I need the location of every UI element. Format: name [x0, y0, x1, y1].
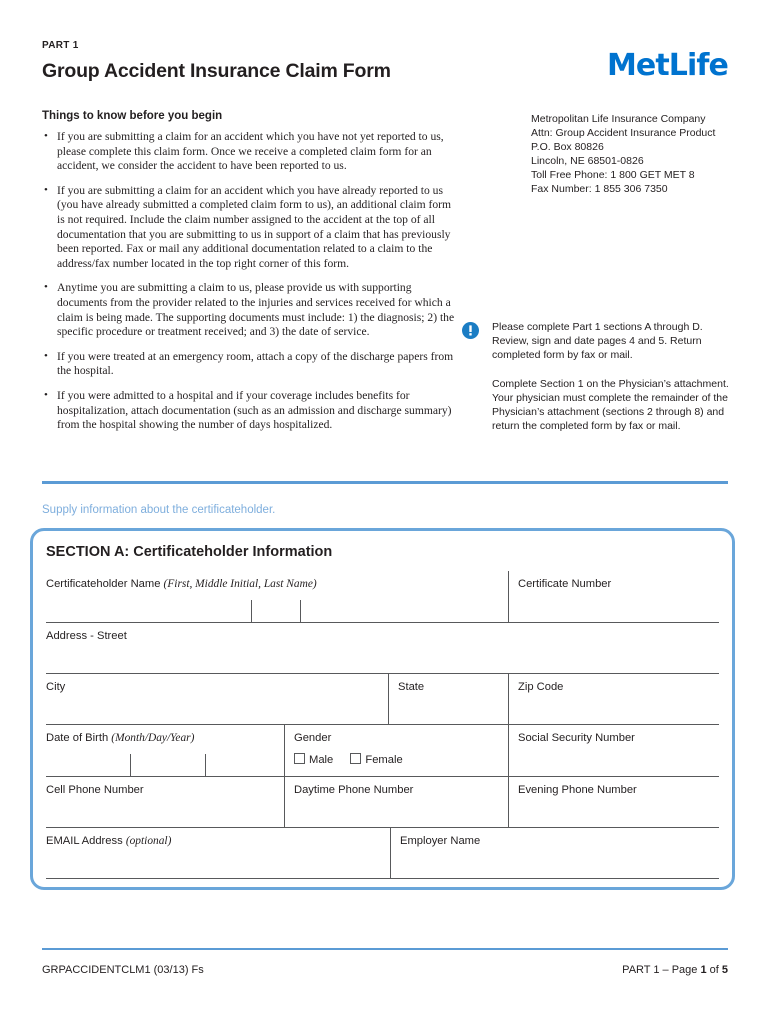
callout-text — [492, 320, 734, 433]
form-id-label: GRPACCIDENTCLM1 (03/13) Fs — [42, 964, 204, 976]
state-zip-divider — [508, 674, 509, 724]
date-of-birth-label: Date of Birth (Month/Day/Year) — [46, 732, 195, 744]
gender-label: Gender — [294, 732, 332, 744]
address-line: Toll Free Phone: 1 800 GET MET 8 — [531, 169, 695, 182]
certificateholder-name-label: Certificateholder Name (First, Middle Initial, Last Name) — [46, 578, 317, 590]
city-label: City — [46, 681, 66, 693]
gender-field[interactable] — [294, 725, 508, 776]
address-line: Attn: Group Accident Insurance Product — [531, 127, 716, 140]
name-divider-middle — [300, 600, 301, 622]
gender-ssn-divider — [508, 725, 509, 776]
cell-phone-number-field[interactable] — [46, 777, 284, 827]
callout-paragraph: Complete Section 1 on the Physician’s attachment. Your physician must complete the remainder of the Physician’s attachment (sections 2 through 8) and return the completed form by fax or mail. — [492, 377, 729, 433]
divider-bottom — [42, 948, 728, 950]
daytime-evening-divider — [508, 777, 509, 827]
form-row-phones — [46, 777, 719, 828]
section-a-box — [30, 528, 735, 890]
dob-divider-month — [130, 754, 131, 776]
name-divider-first — [251, 600, 252, 622]
list-item: • If you were treated at an emergency room, attach a copy of the discharge papers from the hospital. — [42, 350, 457, 379]
form-row-email-employer — [46, 828, 719, 879]
certificate-number-label: Certificate Number — [518, 578, 612, 590]
certificate-number-field[interactable] — [518, 571, 719, 622]
callout-paragraph: Please complete Part 1 sections A through D. Review, sign and date pages 4 and 5. Return completed form by fax or mail. — [492, 321, 703, 362]
supply-note: Supply information about the certificateholder. — [42, 504, 276, 516]
list-item: • If you are submitting a claim for an accident which you have not yet reported to us, please complete this claim form. Once we receive a completed claim form for an accident, we consider the accident to have been reported to us. — [42, 130, 457, 174]
checkbox-icon[interactable] — [350, 753, 361, 764]
state-label: State — [398, 681, 425, 693]
evening-phone-number-label: Evening Phone Number — [518, 784, 637, 796]
email-address-field[interactable] — [46, 828, 390, 878]
address-line: Fax Number: 1 855 306 7350 — [531, 183, 668, 196]
social-security-number-label: Social Security Number — [518, 732, 635, 744]
address-line: P.O. Box 80826 — [531, 141, 604, 154]
gender-female-label: Female — [365, 754, 403, 766]
daytime-phone-number-field[interactable] — [294, 777, 508, 827]
instructions-block — [42, 110, 457, 443]
state-field[interactable] — [398, 674, 508, 724]
cell-daytime-divider — [284, 777, 285, 827]
employer-name-field[interactable] — [400, 828, 719, 878]
form-row-name — [46, 571, 719, 623]
info-callout — [462, 320, 734, 433]
dob-gender-divider — [284, 725, 285, 776]
gender-male-label: Male — [309, 754, 334, 766]
page-title: Group Accident Insurance Claim Form — [42, 60, 391, 82]
part-label: PART 1 — [42, 40, 79, 51]
form-row-city-state-zip — [46, 674, 719, 725]
daytime-phone-number-label: Daytime Phone Number — [294, 784, 414, 796]
gender-checkbox-group[interactable] — [294, 753, 417, 766]
section-a-title: SECTION A: Certificateholder Information — [46, 544, 333, 560]
metlife-logo: MetLife — [606, 48, 728, 83]
address-street-label: Address - Street — [46, 630, 127, 642]
checkbox-icon[interactable] — [294, 753, 305, 764]
instructions-list — [42, 130, 457, 433]
section-a-inner — [46, 541, 719, 877]
gender-male-option[interactable] — [294, 753, 333, 766]
instructions-heading: Things to know before you begin — [42, 110, 223, 122]
list-item: • If you were admitted to a hospital and if your coverage includes benefits for hospitalization, attach documentation (such as an admission and discharge summary) from the hospital showing the number of days hospitalized. — [42, 389, 457, 433]
zip-code-field[interactable] — [518, 674, 719, 724]
email-address-label: EMAIL Address (optional) — [46, 835, 172, 847]
form-row-dob-gender-ssn — [46, 725, 719, 777]
divider-top — [42, 481, 728, 484]
cell-phone-number-label: Cell Phone Number — [46, 784, 144, 796]
page-footer — [42, 964, 728, 976]
address-line: Lincoln, NE 68501-0826 — [531, 155, 644, 168]
email-employer-divider — [390, 828, 391, 878]
date-of-birth-field[interactable] — [46, 725, 284, 776]
certificate-number-divider — [508, 571, 509, 622]
page-header — [42, 40, 728, 83]
zip-code-label: Zip Code — [518, 681, 564, 693]
evening-phone-number-field[interactable] — [518, 777, 719, 827]
list-item: • Anytime you are submitting a claim to us, please provide us with supporting documents from the provider related to the injuries and services received for which a claim is being made. The supporting documents must include: 1) the diagnosis; 2) the specific procedure or treatment received; and 3) the date of service. — [42, 281, 457, 339]
city-field[interactable] — [46, 674, 388, 724]
exclamation-circle-icon — [462, 322, 479, 339]
form-row-address — [46, 623, 719, 674]
address-line: Metropolitan Life Insurance Company — [531, 113, 706, 125]
page-number-label: PART 1 – Page 1 of 5 — [622, 964, 728, 976]
company-address-block — [531, 112, 741, 197]
social-security-number-field[interactable] — [518, 725, 719, 776]
address-street-field[interactable] — [46, 623, 719, 673]
employer-name-label: Employer Name — [400, 835, 481, 847]
dob-divider-day — [205, 754, 206, 776]
list-item: • If you are submitting a claim for an accident which you have already reported to us (you have already submitted a completed claim form to us), an additional claim form is not required. Include the claim number assigned to the accident at the top of all documentation that you are submitting to us in support of a claim that has previously been reported. Fax or mail any additional documentation related to a claim to the address/fax number located in the top right corner of this form. — [42, 184, 457, 272]
certificateholder-name-field[interactable] — [46, 571, 508, 622]
city-state-divider — [388, 674, 389, 724]
gender-female-option[interactable] — [350, 753, 402, 766]
